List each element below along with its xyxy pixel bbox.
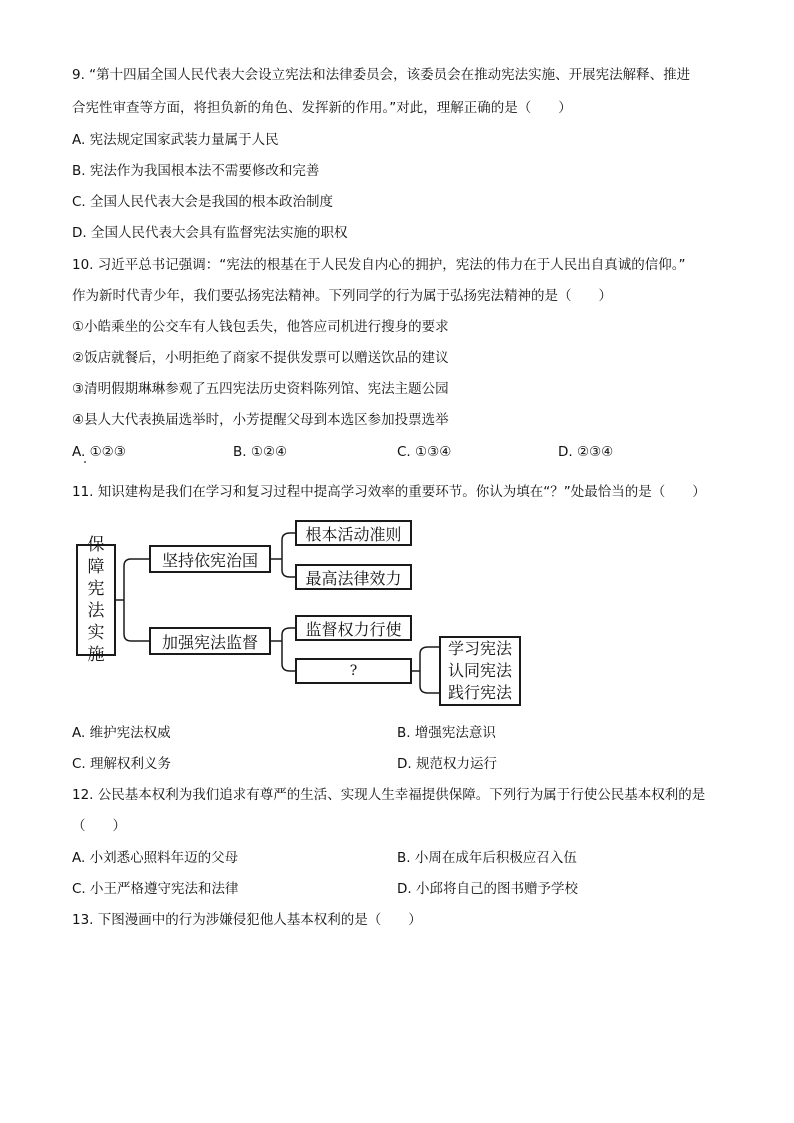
diagram-branch1-box: 坚持依宪治国 [149,545,271,573]
q9-option-a: A. 宪法规定国家武装力量属于人民 [72,132,279,148]
q12-stem-line2: （ ） [72,818,126,834]
q11-stem: 11. 知识建构是我们在学习和复习过程中提高学习效率的重要环节。你认为填在“？”处最恰当的是（ ） [72,484,706,500]
q9-option-d: D. 全国人民代表大会具有监督宪法实施的职权 [72,225,348,241]
root-char-5: 实 [87,623,105,643]
diagram-branch1-child1: 根本活动准则 [295,520,412,546]
q11-option-b: B. 增强宪法意识 [397,725,496,741]
leaf-line-2: 认同宪法 [447,661,512,680]
q12-stem-line1: 12. 公民基本权利为我们追求有尊严的生活、实现人生幸福提供保障。下列行为属于行使公民基本权利的是 [72,787,706,803]
q12-option-b: B. 小周在成年后积极应召入伍 [397,850,577,866]
q12-option-c: C. 小王严格遵守宪法和法律 [72,881,239,897]
diagram-branch2-box: 加强宪法监督 [149,627,271,655]
diagram-branch2-child1: 监督权力行使 [295,615,412,641]
root-char-6: 施 [87,645,105,665]
diagram-leaf-box [439,636,521,706]
q10-stem-line2: 作为新时代青少年，我们要弘扬宪法精神。下列同学的行为属于弘扬宪法精神的是（ ） [72,288,612,304]
diagram-branch1-child2: 最高法律效力 [295,564,412,590]
q13-stem: 13. 下图漫画中的行为涉嫌侵犯他人基本权利的是（ ） [72,912,422,928]
q10-item-4: ④县人大代表换届选举时，小芳提醒父母到本选区参加投票选举 [72,412,449,428]
q10-stem-line1: 10. 习近平总书记强调：“宪法的根基在于人民发自内心的拥护，宪法的伟力在于人民出自真诚的信仰。” [72,257,686,273]
q9-stem-line1: 9. “第十四届全国人民代表大会设立宪法和法律委员会，该委员会在推动宪法实施、开展宪法解释、推进 [72,67,691,83]
q11-option-d: D. 规范权力运行 [397,756,497,772]
leaf-line-3: 践行宪法 [447,683,512,702]
diagram-root-box [76,535,116,665]
q12-option-d: D. 小邱将自己的图书赠予学校 [397,881,578,897]
root-char-4: 法 [87,601,105,621]
q9-option-b: B. 宪法作为我国根本法不需要修改和完善 [72,163,320,179]
q12-option-a: A. 小刘悉心照料年迈的父母 [72,850,239,866]
root-char-3: 宪 [87,579,105,599]
q10-option-a: A. ①②③ [72,444,126,460]
root-char-1: 保 [87,535,105,555]
q10-item-2: ②饭店就餐后，小明拒绝了商家不提供发票可以赠送饮品的建议 [72,350,449,366]
q10-item-3: ③清明假期琳琳参观了五四宪法历史资料陈列馆、宪法主题公园 [72,381,449,397]
q9-option-c: C. 全国人民代表大会是我国的根本政治制度 [72,194,334,210]
q10-option-c: C. ①③④ [397,444,452,460]
q11-option-a: A. 维护宪法权威 [72,725,171,741]
q10-option-d: D. ②③④ [558,444,614,460]
q9-stem-line2: 合宪性审查等方面，将担负新的角色、发挥新的作用。”对此，理解正确的是（ ） [72,100,572,116]
q10-option-b: B. ①②④ [233,444,288,460]
stray-dot [84,461,86,463]
q10-item-1: ①小皓乘坐的公交车有人钱包丢失，他答应司机进行搜身的要求 [72,319,449,335]
diagram-question-box: ? [295,658,412,684]
q11-option-c: C. 理解权利义务 [72,756,172,772]
root-char-2: 障 [87,557,105,577]
leaf-line-1: 学习宪法 [447,639,512,658]
